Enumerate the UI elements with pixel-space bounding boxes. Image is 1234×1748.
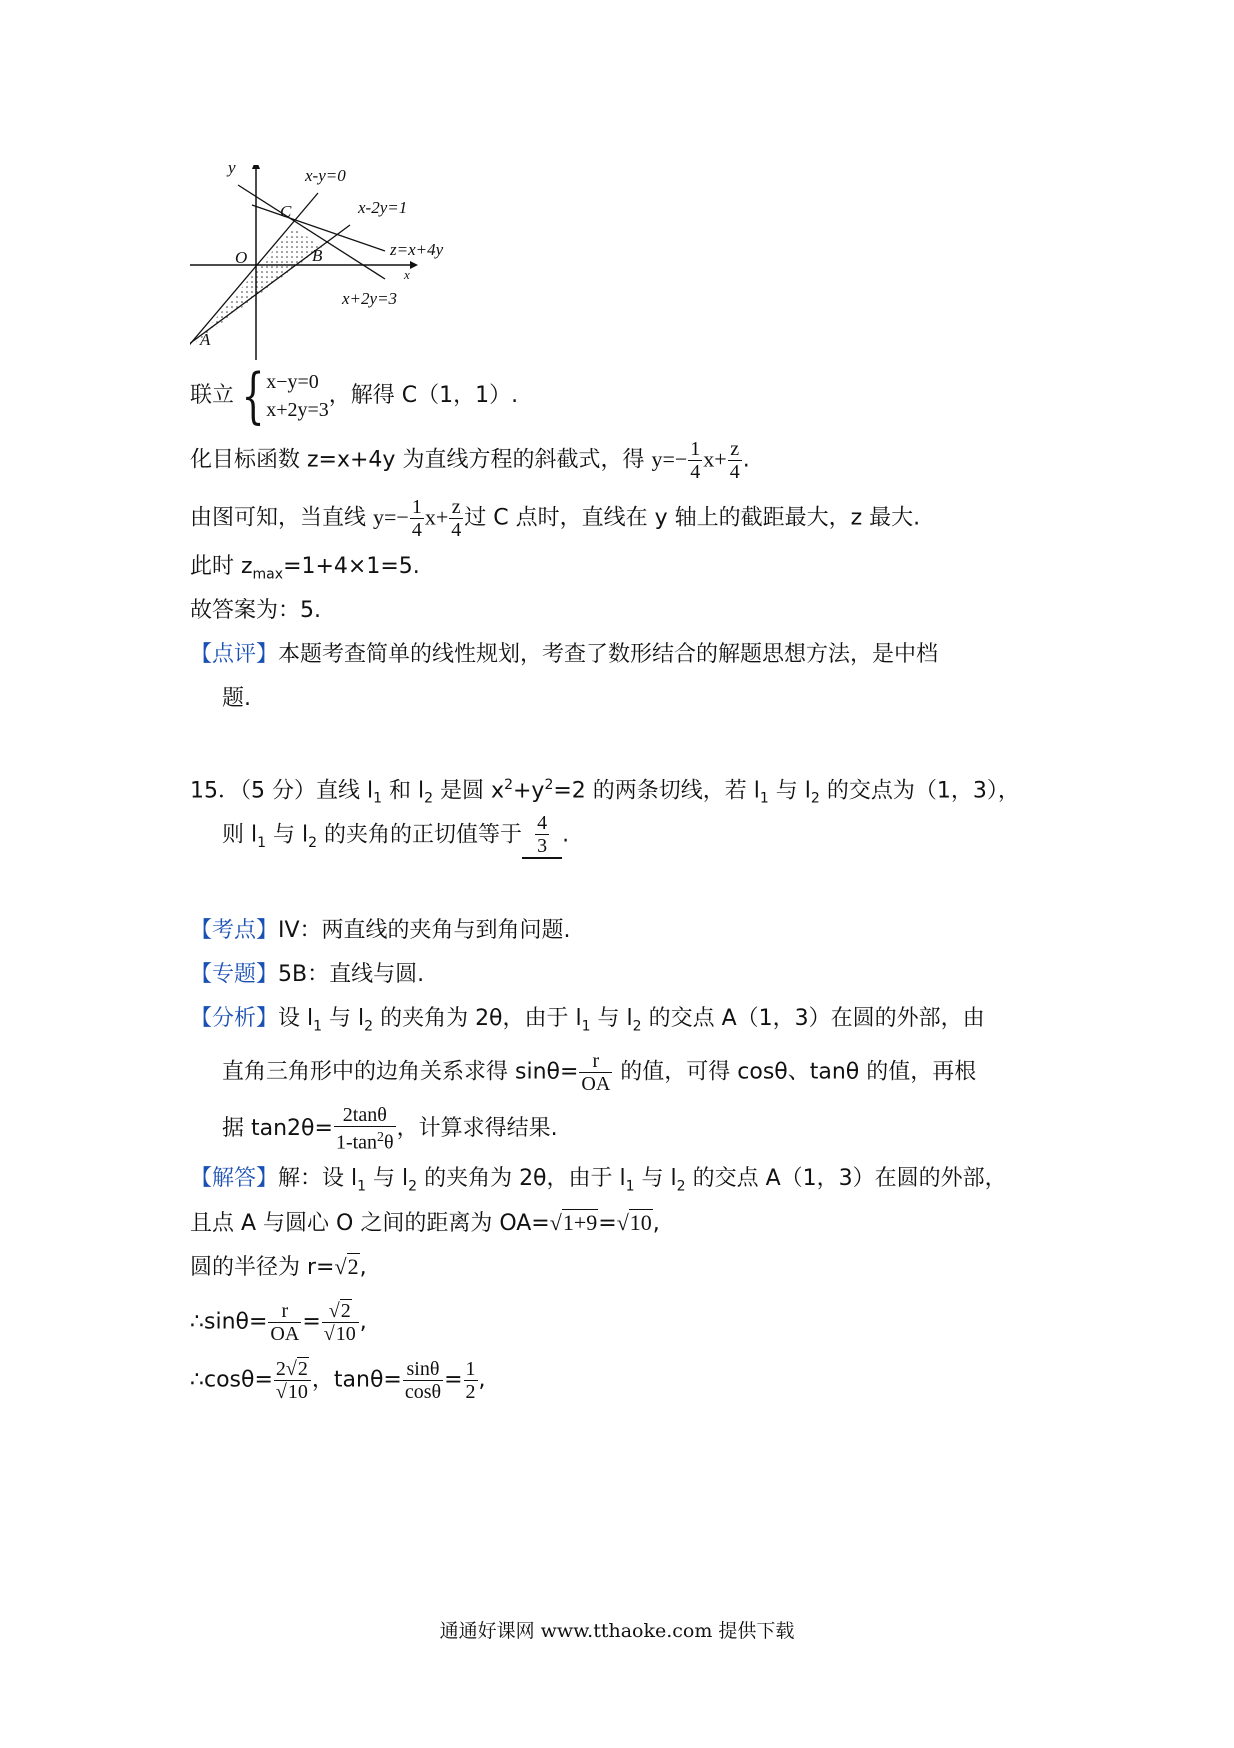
comment-line bbox=[190, 640, 938, 670]
point-label-a: A bbox=[200, 330, 211, 349]
answer-line: 故答案为：5. bbox=[190, 598, 321, 623]
comment-line-2: 题. bbox=[222, 686, 251, 711]
comment-tag: 【点评】 bbox=[190, 642, 279, 667]
fraction-one-quarter: $\frac{1}{4}$ bbox=[411, 496, 422, 541]
fraction-one-quarter: $\frac{1}{4}$ bbox=[690, 438, 701, 483]
graph-observation-post: 过 C 点时，直线在 y 轴上的截距最大，z 最大. bbox=[464, 505, 921, 531]
fraction-sin-over-cos: $\frac{\sin\theta}{\cos\theta}$ bbox=[404, 1358, 442, 1403]
line-label-objective: z=x+4y bbox=[390, 240, 444, 259]
comment-text: 本题考查简单的线性规划，考查了数形结合的解题思想方法，是中档 bbox=[278, 642, 939, 667]
line-label-x-plus-2y: x+2y=3 bbox=[342, 289, 398, 308]
slope-intercept-text: 化目标函数 z=x+4y 为直线方程的斜截式，得 bbox=[190, 447, 652, 473]
fenxi-line-2: 直角三角形中的边角关系求得 sinθ= $\frac{r}{OA}$ 的值，可得 cosθ、tanθ 的值，再根 bbox=[222, 1050, 977, 1095]
y-axis-arrow bbox=[252, 165, 260, 169]
y-equals: y=− bbox=[651, 446, 688, 472]
line-label-x-minus-y: x-y=0 bbox=[305, 166, 346, 185]
equation-2: x+2y=3 bbox=[266, 399, 329, 421]
fraction-r-over-oa: $\frac{r}{OA}$ bbox=[270, 1300, 300, 1345]
jieda-tag: 【解答】 bbox=[190, 1166, 279, 1191]
graph-observation-line bbox=[190, 496, 920, 541]
point-label-c: C bbox=[280, 202, 292, 221]
jieda-line-5: ∴cosθ= $\frac{2√2}{√10}$ ，tanθ= $\frac{\sin\theta}{\cos\theta}$ = $\frac{1}{2}$ , bbox=[190, 1358, 486, 1403]
line-label-x-minus-2y: x-2y=1 bbox=[358, 198, 408, 217]
page-footer: 通通好课网 www.tthaoke.com 提供下载 bbox=[439, 1620, 795, 1642]
equation-system bbox=[266, 368, 329, 424]
zhuanti-line: 【专题】5B：直线与圆. bbox=[190, 962, 425, 987]
y-axis-label: y bbox=[228, 165, 236, 177]
period: . bbox=[742, 447, 750, 473]
x-axis-arrow bbox=[410, 261, 418, 269]
fraction-z-quarter: $\frac{z}{4}$ bbox=[451, 496, 462, 541]
sqrt-1-plus-9: √1+9 bbox=[549, 1210, 598, 1235]
jieda-line-4: ∴sinθ= $\frac{r}{OA}$ = $\frac{√2}{√10}$ , bbox=[190, 1300, 367, 1345]
equation-1: x−y=0 bbox=[266, 371, 319, 393]
fenxi-tag: 【分析】 bbox=[190, 1006, 279, 1031]
sqrt-2: √2 bbox=[334, 1254, 359, 1279]
fraction-z-quarter: $\frac{z}{4}$ bbox=[729, 438, 740, 483]
kaodian-tag: 【考点】 bbox=[190, 918, 279, 943]
graph-observation-pre: 由图可知，当直线 bbox=[190, 505, 373, 531]
sqrt-10: √10 bbox=[616, 1210, 652, 1235]
jieda-line-2: 且点 A 与圆心 O 之间的距离为 OA=√1+9=√10, bbox=[190, 1210, 660, 1236]
answer-fraction: $\frac{4}{3}$ bbox=[537, 812, 548, 857]
slope-intercept-line bbox=[190, 438, 750, 483]
question-15-line-1: 15．（5 分）直线 $l_1$ 和 $l_2$ 是圆 $x^2+y^2=2$ 的两条切线，若 $l_1$ 与 $l_2$ 的交点为（1，3）， bbox=[190, 777, 1020, 807]
linear-programming-figure bbox=[190, 165, 480, 360]
question-15-line-2: 则 $l_1$ 与 $l_2$ 的夹角的正切值等于 $\frac{4}{3}$ . bbox=[222, 812, 570, 857]
solve-system-pre: 联立 bbox=[190, 383, 235, 408]
fraction-r-over-oa: $\frac{r}{OA}$ bbox=[581, 1050, 611, 1095]
fraction-one-half: $\frac{1}{2}$ bbox=[465, 1358, 476, 1403]
kaodian-line: 【考点】IV：两直线的夹角与到角问题. bbox=[190, 918, 571, 943]
jieda-line-3: 圆的半径为 r=√2, bbox=[190, 1254, 367, 1280]
fenxi-line-1: 【分析】设 $l_1$ 与 $l_2$ 的夹角为 2θ，由于 $l_1$ 与 $l_2$ 的交点 A（1，3）在圆的外部，由 bbox=[190, 1006, 985, 1035]
origin-label: O bbox=[235, 248, 248, 267]
left-brace: { bbox=[241, 361, 265, 431]
solve-system-line bbox=[190, 361, 519, 431]
y-equals: y=− bbox=[373, 504, 409, 530]
x-axis-label: x bbox=[404, 267, 410, 282]
x-plus: x+ bbox=[703, 446, 727, 472]
solve-system-result: ，解得 C（1，1）. bbox=[328, 383, 519, 408]
point-label-b: B bbox=[312, 246, 323, 265]
zmax-line: 此时 $z_{max}=1+4\times 1=5$. bbox=[190, 554, 420, 583]
fraction-sqrt2-over-sqrt10: $\frac{√2}{√10}$ bbox=[322, 1300, 359, 1345]
x-plus: x+ bbox=[424, 504, 449, 530]
fraction-tan-double-angle: $\frac{2\tan\theta}{1-\tan^2\theta}$ bbox=[335, 1104, 394, 1154]
fraction-cos: $\frac{2√2}{√10}$ bbox=[274, 1358, 311, 1403]
jieda-line-1: 【解答】解：设 $l_1$ 与 $l_2$ 的夹角为 2θ，由于 $l_1$ 与 $l_2$ 的交点 A（1，3）在圆的外部， bbox=[190, 1166, 1007, 1195]
zhuanti-tag: 【专题】 bbox=[190, 962, 279, 987]
fenxi-line-3: 据 tan2θ= $\frac{2\tan\theta}{1-\tan^2\theta}$ ，计算求得结果. bbox=[222, 1104, 558, 1154]
answer-blank bbox=[522, 812, 562, 859]
